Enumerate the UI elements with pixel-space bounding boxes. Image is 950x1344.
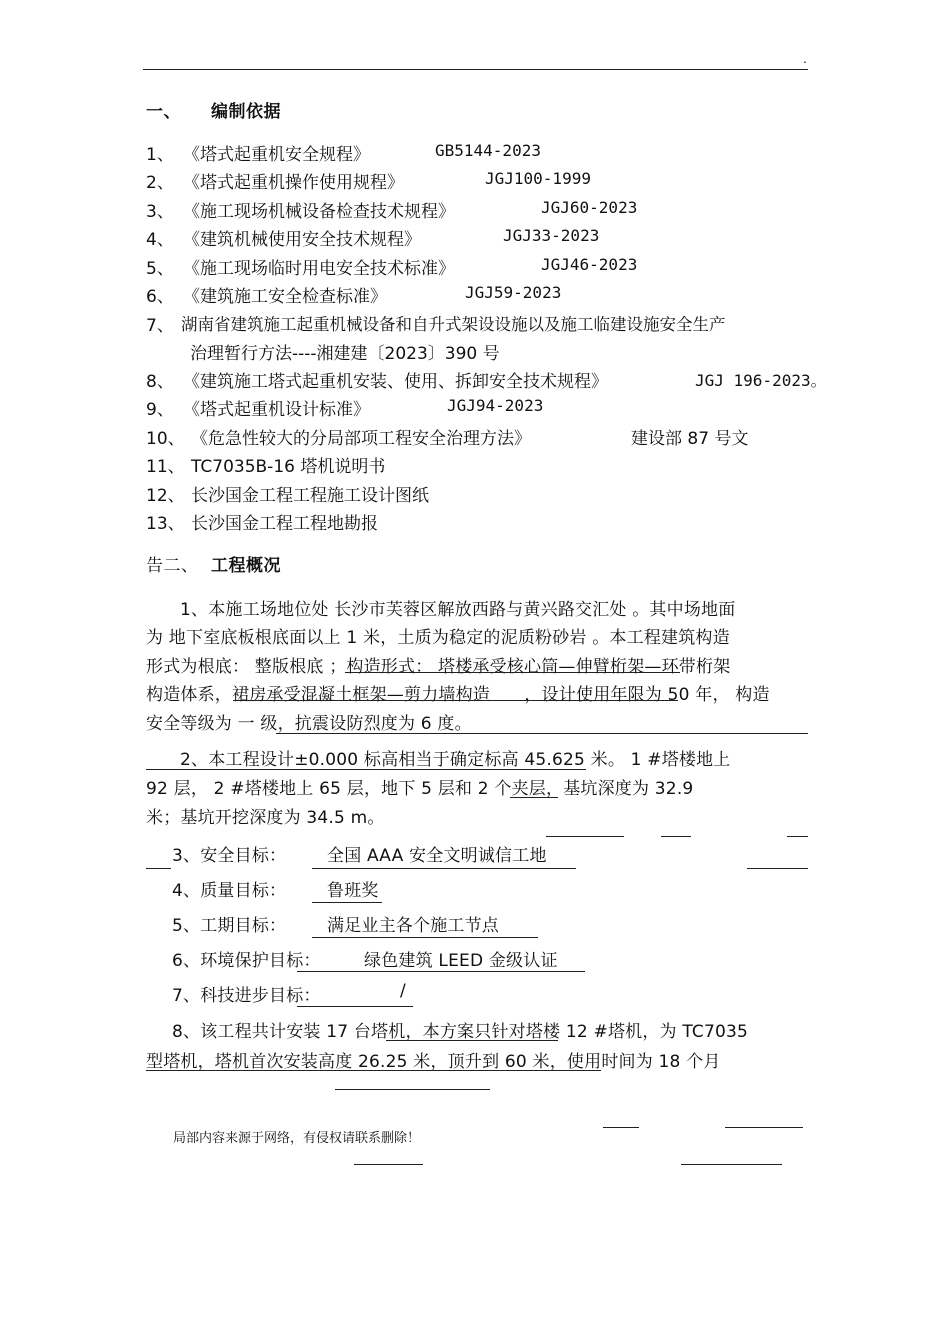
- underline: [312, 902, 382, 903]
- corner-mark: .: [803, 52, 807, 66]
- ref-code: JGJ94-2023: [447, 396, 544, 415]
- underline: [747, 868, 808, 869]
- paragraph-line: 8、该工程共计安装 17 台塔机，本方案只针对塔楼 12 #塔机，为 TC7035: [172, 1022, 749, 1042]
- section2-heading-number: 告二、: [146, 556, 199, 576]
- ref-num: 6、: [146, 287, 174, 307]
- ref-num: 13、: [146, 514, 185, 534]
- underline: [233, 700, 678, 701]
- paragraph-line: 1、本施工场地位处 长沙市芙蓉区解放西路与黄兴路交汇处 。其中场地面: [180, 600, 736, 620]
- underline: [386, 1040, 558, 1041]
- underline: [546, 836, 624, 837]
- goal-label: 3、安全目标：: [172, 846, 287, 866]
- ref-code: JGJ60-2023: [541, 198, 638, 217]
- ref-num: 1、: [146, 145, 174, 165]
- ref-title-line2: 治理暂行方法----湘建建〔2023〕390 号: [190, 344, 500, 364]
- underline: [681, 1164, 782, 1165]
- goal-label: 6、环境保护目标：: [172, 951, 321, 971]
- ref-title: 《建筑机械使用安全技术规程》: [183, 230, 421, 250]
- paragraph-line: 92 层， 2 #塔楼地上 65 层，地下 5 层和 2 个夹层，基坑深度为 32.9: [146, 779, 694, 799]
- paragraph-line: 型塔机，塔机首次安装高度 26.25 米，顶升到 60 米，使用时间为 18 个月: [146, 1052, 721, 1072]
- paragraph-line: 安全等级为 一 级，抗震设防烈度为 6 度。: [146, 714, 472, 734]
- section1-heading-number: 一、: [146, 102, 181, 122]
- underline: [536, 868, 576, 869]
- goal-value: 鲁班奖: [327, 881, 379, 901]
- ref-num: 4、: [146, 230, 174, 250]
- ref-code: JGJ59-2023: [465, 283, 562, 302]
- underline: [335, 1089, 490, 1090]
- goal-value: /: [400, 981, 406, 1001]
- ref-title: 《建筑施工安全检查标准》: [183, 287, 387, 307]
- ref-title: 长沙国金工程工程地勘报: [191, 514, 378, 534]
- underline: [470, 868, 500, 869]
- ref-code: 建设部 87 号文: [631, 429, 749, 449]
- goal-label: 4、质量目标：: [172, 881, 287, 901]
- ref-num: 5、: [146, 259, 174, 279]
- goal-label: 5、工期目标：: [172, 916, 287, 936]
- paragraph-line: 为 地下室底板根底面以上 1 米，土质为稳定的泥质粉砂岩 。本工程建筑构造: [146, 628, 730, 648]
- ref-title: 《塔式起重机设计标准》: [183, 400, 370, 420]
- ref-title: 《塔式起重机操作使用规程》: [183, 173, 404, 193]
- paragraph-line: 2、本工程设计±0.000 标高相当于确定标高 45.625 米。 1 #塔楼地上: [180, 750, 731, 770]
- underline: [146, 769, 586, 770]
- goal-value: 满足业主各个施工节点: [327, 916, 499, 936]
- goal-label: 7、科技进步目标：: [172, 986, 321, 1006]
- ref-code: JGJ33-2023: [503, 226, 600, 245]
- underline: [345, 672, 680, 673]
- ref-num: 10、: [146, 429, 185, 449]
- ref-num: 12、: [146, 486, 185, 506]
- ref-code: JGJ100-1999: [485, 169, 591, 188]
- underline: [787, 836, 808, 837]
- section1-heading-title: 编制依据: [211, 102, 281, 122]
- underline: [297, 971, 585, 972]
- footer-note: 局部内容来源于网络，有侵权请联系删除！: [173, 1131, 421, 1146]
- ref-title: 《塔式起重机安全规程》: [183, 145, 370, 165]
- paragraph-line: 构造体系，裙房承受混凝土框架—剪力墙构造 ，设计使用年限为 50 年， 构造: [146, 685, 770, 705]
- ref-code: JGJ46-2023: [541, 255, 638, 274]
- underline: [354, 1164, 423, 1165]
- ref-num: 11、: [146, 457, 185, 477]
- underline: [312, 868, 566, 869]
- ref-title: 《施工现场机械设备检查技术规程》: [183, 202, 455, 222]
- underline: [661, 836, 691, 837]
- ref-title: 长沙国金工程工程施工设计图纸: [191, 486, 429, 506]
- paragraph-line: 形式为根底： 整版根底 ；构造形式： 塔楼承受核心筒—伸臂桁架—环带桁架: [146, 657, 731, 677]
- goal-value: 全国 AAA 安全文明诚信工地: [327, 846, 547, 866]
- underline: [297, 1006, 413, 1007]
- ref-code: GB5144-2023: [435, 141, 541, 160]
- header-rule: [143, 69, 808, 70]
- underline: [312, 937, 538, 938]
- underline: [146, 868, 171, 869]
- section2-heading-title: 工程概况: [211, 556, 281, 576]
- ref-code: JGJ 196-2023。: [695, 371, 827, 390]
- ref-num: 9、: [146, 400, 174, 420]
- underline: [725, 1127, 803, 1128]
- ref-title: 《施工现场临时用电安全技术标准》: [183, 259, 455, 279]
- ref-num: 3、: [146, 202, 174, 222]
- ref-num: 8、: [146, 372, 174, 392]
- ref-num: 2、: [146, 173, 174, 193]
- ref-title: 湖南省建筑施工起重机械设备和自升式架设设施以及施工临建设施安全生产: [181, 315, 726, 334]
- underline: [510, 797, 558, 798]
- ref-num: 7、: [146, 316, 174, 336]
- underline: [146, 1070, 601, 1071]
- ref-title: 《建筑施工塔式起重机安装、使用、拆卸安全技术规程》: [183, 372, 608, 392]
- goal-value: 绿色建筑 LEED 金级认证: [364, 951, 558, 971]
- underline: [276, 733, 808, 734]
- ref-title: TC7035B-16 塔机说明书: [191, 457, 386, 477]
- underline: [603, 1127, 639, 1128]
- ref-title: 《危急性较大的分局部项工程安全治理方法》: [191, 429, 531, 449]
- paragraph-line: 米；基坑开挖深度为 34.5 m。: [146, 808, 385, 828]
